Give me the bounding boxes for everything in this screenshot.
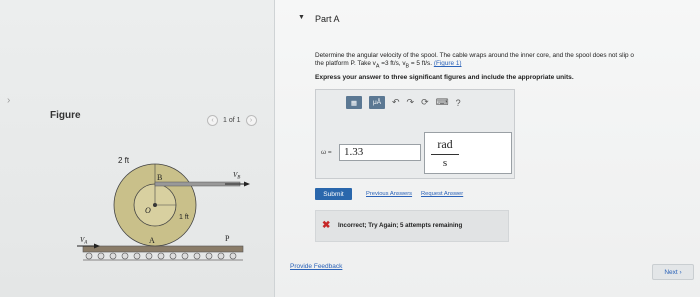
chevron-left-icon[interactable]: ‹ xyxy=(207,115,218,126)
point-o-label: O xyxy=(145,206,151,215)
answer-value-input[interactable]: 1.33 xyxy=(339,144,421,161)
unit-numerator: rad xyxy=(437,137,453,151)
figure-panel xyxy=(0,0,275,297)
request-answer-link[interactable]: Request Answer xyxy=(421,191,464,197)
keyboard-icon[interactable]: ⌨ xyxy=(435,97,449,107)
submit-button[interactable]: Submit xyxy=(315,188,352,200)
next-button[interactable]: Next › xyxy=(652,264,694,280)
caret-down-icon[interactable]: ▼ xyxy=(298,14,305,21)
undo-icon[interactable]: ↶ xyxy=(392,97,400,107)
units-button[interactable]: μÅ xyxy=(369,96,385,109)
chevron-right-icon[interactable]: › xyxy=(246,115,257,126)
spool-diagram xyxy=(75,143,250,273)
point-b-label: B xyxy=(157,173,163,182)
figure-link[interactable]: (Figure 1) xyxy=(433,60,462,67)
problem-statement xyxy=(315,52,700,70)
incorrect-icon: ✖ xyxy=(322,220,331,231)
figure-title: Figure xyxy=(50,110,81,121)
answer-label: ω = xyxy=(321,149,332,156)
redo-icon[interactable]: ↷ xyxy=(406,97,415,107)
provide-feedback-link[interactable]: Provide Feedback xyxy=(290,263,343,270)
feedback-box xyxy=(315,210,509,242)
problem-line-2: the platform P. Take $v_A =3$ ft/s, $v_B = 5$ ft/s. (Figure 1) xyxy=(315,60,462,70)
part-title: Part A xyxy=(315,14,340,24)
outer-radius-label: 2 ft xyxy=(118,156,130,165)
velocity-b-arrow xyxy=(225,171,250,187)
velocity-b-label: $V_B$ xyxy=(233,171,241,181)
unit-fraction-bar xyxy=(431,154,459,155)
help-icon[interactable]: ? xyxy=(455,97,461,108)
problem-line-1: Determine the angular velocity of the spool. The cable wraps around the inner core, and the spool does not slip o xyxy=(315,52,634,59)
figure-pager-text: 1 of 1 xyxy=(223,117,241,124)
previous-answers-link[interactable]: Previous Answers xyxy=(366,191,413,197)
reset-icon[interactable]: ⟳ xyxy=(421,97,429,107)
answer-toolbar xyxy=(346,96,461,109)
figure-pager xyxy=(207,115,257,126)
answer-box xyxy=(315,89,515,179)
velocity-a-label: $V_A$ xyxy=(80,236,88,246)
point-p-label: P xyxy=(225,234,230,243)
expand-arrow-icon[interactable]: › xyxy=(7,95,11,106)
unit-input[interactable] xyxy=(424,132,512,174)
feedback-status: Incorrect; Try Again; 5 attempts remaining xyxy=(338,222,463,229)
unit-denominator: s xyxy=(442,157,448,169)
template-button[interactable]: ▦ xyxy=(346,96,362,109)
inner-radius-label: 1 ft xyxy=(179,214,189,221)
platform xyxy=(83,246,243,252)
instruction-text: Express your answer to three significant figures and include the appropriate units. xyxy=(315,74,574,81)
platform-rollers xyxy=(86,253,236,259)
point-a-label: A xyxy=(149,236,155,245)
